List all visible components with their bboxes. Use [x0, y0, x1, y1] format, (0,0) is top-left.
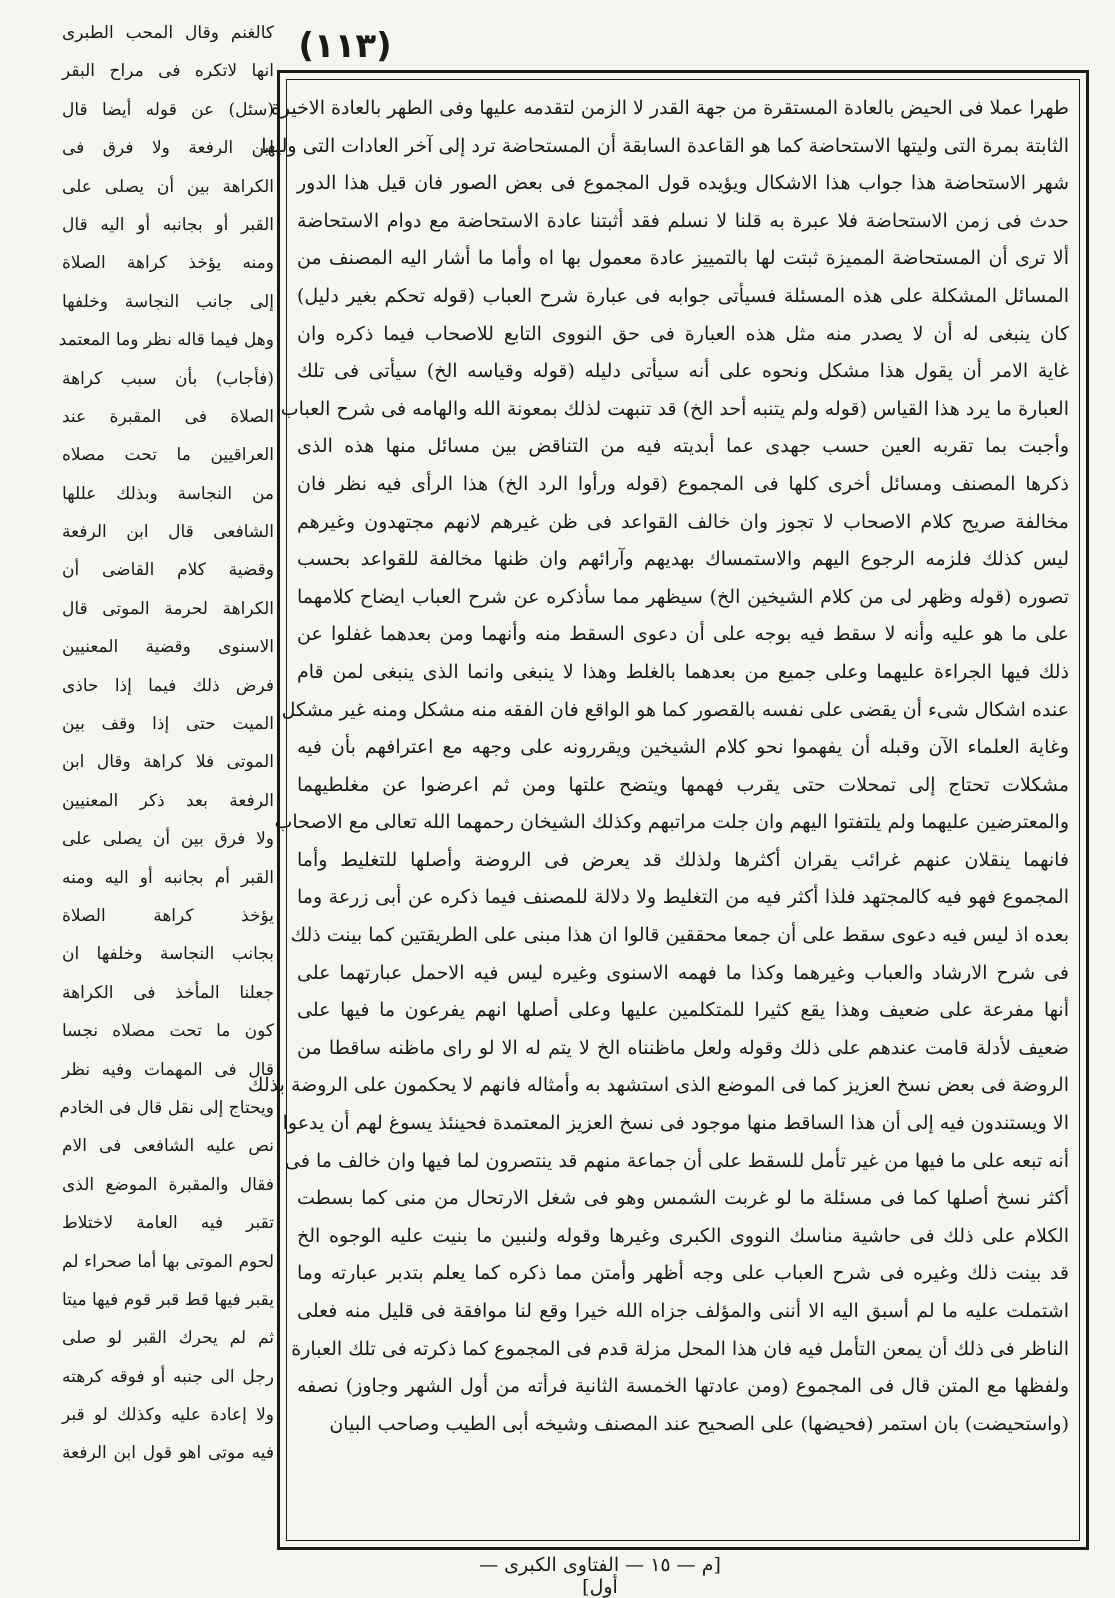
body-line: المجموع فهو فيه كالمجتهد فلذا أكثر فيه من التغليط ولا دلالة للمصنف فيما ذكره عن أبى زرعة وما: [297, 886, 1069, 909]
body-line: والمعترضين عليهما ولم يلتفتوا اليهم وان جلت مراتبهم وكذلك الشيخان رحمهما الله تعالى مع الاصحاب: [274, 811, 1069, 834]
margin-line: كون ما تحت مصلاه نجسا: [62, 1021, 274, 1042]
margin-line: القبر أم بجانبه أو اليه ومنه: [62, 867, 274, 888]
margin-line: يقبر فيها قط قبر قوم فيها ميتا: [62, 1289, 274, 1310]
body-line: أنه تبعه على ما فيها من غير تأمل للسقط على أن جماعة منهم قد ينتصرون لما فيها وان خالف ما فى: [285, 1149, 1069, 1172]
margin-line: ومنه يؤخذ كراهة الصلاة: [62, 253, 274, 274]
margin-line: قال فى المهمات وفيه نظر: [62, 1059, 274, 1080]
body-line: اشتملت عليه ما لم أسبق اليه الا أننى والمؤلف جزاه الله خيرا وقع لنا موافقة فى قليل منه فعلى: [297, 1300, 1069, 1322]
footer-signature: [م — ١٥ — الفتاوى الكبرى — أول]: [479, 1554, 721, 1598]
margin-line: من النجاسة وبذلك عللها: [62, 483, 274, 504]
margin-line: ولا إعادة عليه وكذلك لو قبر: [62, 1405, 274, 1426]
margin-line: الرفعة بعد ذكر المعنيين: [62, 790, 274, 811]
main-text-body: [247, 79, 1080, 1541]
margin-line: انها لاتكره فى مراح البقر: [62, 61, 274, 82]
margin-line: وقضية كلام القاضى أن: [62, 560, 274, 581]
body-line: الا ويستندون فيه إلى أن هذا الساقط منها موجود فى نسخ العزيز المعتمدة فحينئذ يسوغ لهم أن يدعوا: [282, 1112, 1069, 1135]
margin-line: الشافعى قال ابن الرفعة: [62, 522, 274, 543]
body-line: (واستحيضت) بان استمر (فحيضها) على الصحيح عند المصنف وشيخه أبى الطيب وصاحب البيان: [329, 1412, 1069, 1435]
body-line: فانهما ينقلان عنهم غرائب يقران أكثرها ولذلك قد يعرض فى الروضة وأصلها للتغليط وأما: [297, 848, 1069, 871]
body-line: ضعيف لأدلة قامت عندهم على ذلك وقوله ولعل ماظنناه الخ لا يتم له الا لو راى ماظنه ساقطا من: [297, 1036, 1069, 1059]
body-line: المسائل المشكلة على هذه المسئلة فسيأتى جوابه فى عبارة شرح العباب (قوله تحكم بغير دليل): [297, 284, 1069, 307]
margin-line: يؤخذ كراهة الصلاة: [62, 905, 274, 926]
body-line: العبارة ما يرد هذا القياس (قوله ولم يتنبه أحد الخ) قد تنبهت لذلك بمعونة الله والهامه فى شرح العباب: [280, 397, 1069, 420]
margin-line: نص عليه الشافعى فى الام: [62, 1136, 274, 1157]
body-line: أنها مفرعة على ضعيف وهذا يقع كثيرا للمتكلمين عليها وعلى أصلها انهم يفرعون ما فيها على: [297, 999, 1069, 1022]
body-line: ذلك فيها الجراءة عليهما وعلى جميع من بعدهما بالغلط وهذا لا ينبغى وانما الذى ينبغى لمن قام: [297, 660, 1069, 683]
body-line: غاية الامر أن يقول هذا مشكل ونحوه على أنه سيأتى دليله (قوله وقياسه الخ) سيأتى فى تلك: [297, 360, 1069, 383]
margin-line: العراقيين ما تحت مصلاه: [62, 445, 274, 466]
body-line: عنده اشكال شىء أن يقضى على نفسه بالقصور كما هو الواقع فان الفقه منه مشكل ومنه غير مشكل: [281, 698, 1069, 721]
body-line: الثابتة بمرة التى وليتها الاستحاضة كما هو القاعدة السابقة أن المستحاضة ترد إلى آخر العادات التى وليها: [261, 134, 1069, 157]
body-line: قد بينت ذلك وغيره فى شرح العباب على وجه أظهر وأمتن مما ذكره كما يعلم بتدبر عبارته وما: [297, 1262, 1069, 1285]
margin-line: فرض ذلك فيما إذا حاذى: [62, 675, 274, 696]
body-line: مخالفة صريح كلام الاصحاب لا تجوز وان خالف القواعد فى ظن غيرهم لانهم مجتهدون وغيرهم: [297, 510, 1069, 533]
body-line: ولفظها مع المتن قال فى المجموع (ومن عادتها الخمسة الثانية فرأته من أول الشهر وجاوز) نصفه: [297, 1375, 1069, 1398]
margin-line: بجانب النجاسة وخلفها ان: [62, 944, 274, 965]
margin-line: الميت حتى إذا وقف بين: [62, 714, 274, 735]
margin-line: القبر أو بجانبه أو اليه قال: [62, 214, 274, 235]
body-line: بعده اذ ليس فيه دعوى سقط على أن جمعا محققين قالوا ان هذا مبنى على الطريقتين كما بينت ذلك: [290, 924, 1069, 947]
margin-line: الاسنوى وقضية المعنيين: [62, 637, 274, 658]
margin-line: تقبر فيه العامة لاختلاط: [62, 1213, 274, 1234]
margin-line: كالغنم وقال المحب الطبرى: [62, 23, 274, 43]
margin-line: جعلنا المأخذ فى الكراهة: [62, 982, 274, 1003]
body-line: تصوره (قوله وظهر لى من كلام الشيخين الخ) سيظهر مما سأذكره عن شرح العباب ايضاح كلامهما: [297, 585, 1069, 608]
body-line: الروضة فى بعض نسخ العزيز كما فى الموضع الذى استشهد به وأمثاله فانهم لا يحكمون على الروضة بذلك: [247, 1074, 1069, 1097]
body-line: الناظر فى ذلك أن يمعن التأمل فيه فان هذا المحل مزلة قدم فى المجموع كما ذكرته فى تلك العبارة: [291, 1337, 1069, 1360]
body-line: ألا ترى أن المستحاضة المميزة ثبتت لها بالتمييز عادة معمول بها اه وأما ما أشار اليه المصنف من: [297, 247, 1069, 270]
margin-line: رجل الى جنبه أو فوقه كرهته: [62, 1366, 274, 1387]
body-line: وغاية العلماء الآن وقبله أن يفهموا نحو كلام الشيخين ويقررونه على وجهه مع اعترافهم بأن فيه: [297, 736, 1069, 759]
body-line: وأجبت بما تقربه العين حسب جهدى عما أبديته فيه من التناقض بين مسائل منها هذه الذى: [297, 435, 1069, 458]
body-line: على ما هو عليه وأنه لا سقط فيه بوجه على أن دعوى السقط منه وأنهما ومن بعدهما غفلوا عن: [297, 623, 1069, 646]
margin-line: الموتى فلا كراهة وقال ابن: [62, 752, 274, 773]
margin-line: ثم لم يحرك القبر لو صلى: [62, 1328, 274, 1349]
margin-line: الصلاة فى المقبرة عند: [62, 406, 274, 427]
margin-line: ولا فرق بين أن يصلى على: [62, 829, 274, 850]
margin-line: ابن الرفعة ولا فرق فى: [62, 138, 274, 159]
body-line: شهر الاستحاضة هذا جواب هذا الاشكال ويؤيده قول المجموع فى بعض الصور فان قيل هذا الدور: [297, 172, 1069, 195]
margin-line: ويحتاج إلى نقل قال فى الخادم: [59, 1097, 274, 1118]
margin-line: (سئل) عن قوله أيضا قال: [62, 99, 274, 120]
body-line: كان ينبغى له أن لا يصدر منه مثل هذه العبارة فى حق النووى التابع للاصحاب فيما ذكره وان: [297, 322, 1069, 345]
body-line: حدث فى زمن الاستحاضة فلا عبرة به قلنا لا نسلم فقد أثبتنا عادة الاستحاضة مع دوام الاستحاضة: [297, 209, 1069, 232]
margin-line: وهل فيما قاله نظر وما المعتمد: [58, 330, 274, 351]
margin-line: (فأجاب) بأن سبب كراهة: [62, 368, 274, 389]
body-line: مشكلات تحتاج إلى تمحلات حتى يقرب فهمها ويتضح علتها ومن ثم اعرضوا عن مغلطيهما: [297, 773, 1069, 796]
body-line: فى شرح الارشاد والعباب وغيرهما وكذا ما فهمه الاسنوى وغيره ليس فيه الاحمل عبارتهما على: [297, 961, 1069, 984]
body-line: أكثر نسخ أصلها كما فى مسئلة ما لو غربت الشمس وهو فى شغل الارتحال من منى كما بسطت: [297, 1187, 1069, 1210]
main-text-frame: [247, 70, 1089, 1550]
margin-line: فقال والمقبرة الموضع الذى: [62, 1174, 274, 1195]
margin-line: إلى جانب النجاسة وخلفها: [62, 291, 274, 312]
margin-line: الكراهة بين أن يصلى على: [62, 176, 274, 197]
body-line: طهرا عملا فى الحيض بالعادة المستقرة من جهة القدر لا الزمن لتقدمه عليها وفى الطهر بالعادة الاخيرة: [270, 97, 1069, 119]
body-line: الكلام على ذلك فى حاشية مناسك النووى الكبرى وغيرها وقوله ولنبين ما بنيت عليه الوجوه الخ: [297, 1224, 1070, 1247]
margin-line: فيه موتى اهو قول ابن الرفعة: [62, 1443, 274, 1464]
page-number: (١١٣): [298, 26, 392, 66]
margin-line: الكراهة لحرمة الموتى قال: [62, 598, 274, 619]
margin-line: لحوم الموتى بها أما صحراء لم: [62, 1251, 274, 1272]
body-line: ذكرها المصنف ومسائل أخرى كلها فى المجموع (قوله ورأوا الرد الخ) هذا الرأى فيه نظر فان: [297, 472, 1069, 495]
margin-commentary: [58, 14, 274, 1464]
body-line: ليس كذلك فلزمه الرجوع اليهم والاستمساك بهديهم وآرائهم وان ظنها مخالفة للقواعد بحسب: [297, 548, 1069, 571]
